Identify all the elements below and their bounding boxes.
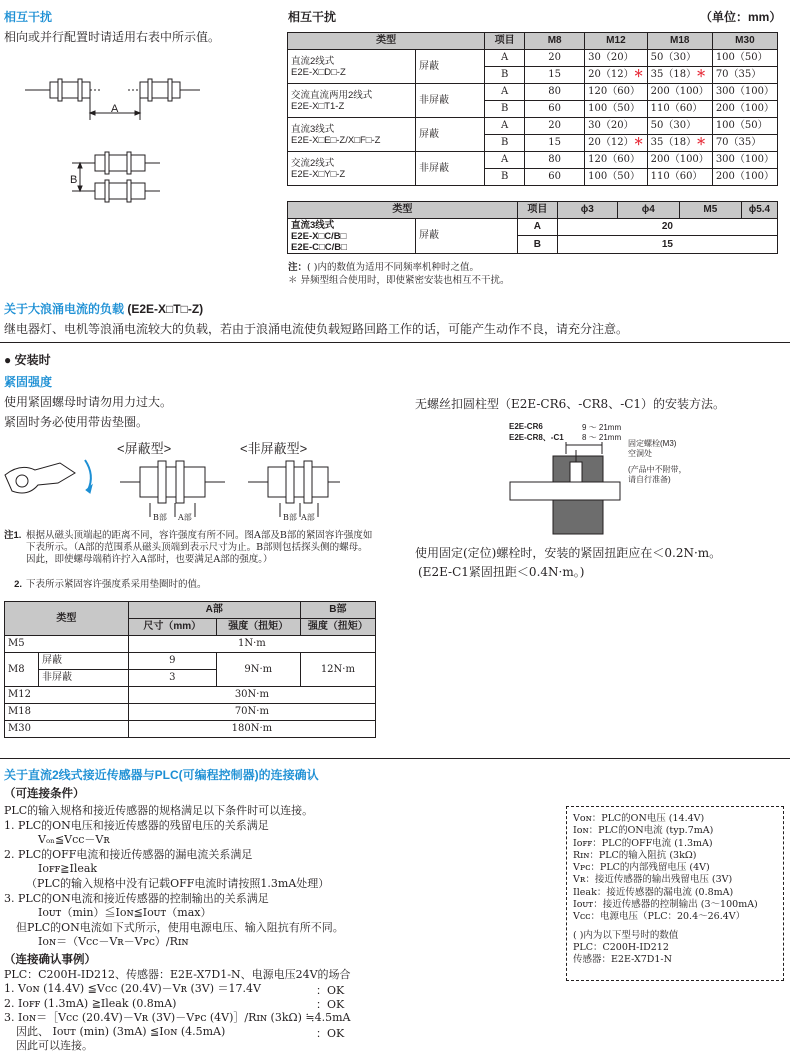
row-shield: 非屏蔽 xyxy=(416,84,485,118)
label-b: B xyxy=(70,174,78,186)
tt-m8-b: 12N·m xyxy=(300,653,375,687)
row-type: 直流3线式 E2E-X□E□-Z/X□F□-Z xyxy=(288,118,416,152)
torque-text-1: 使用固定(定位)螺栓时，安装的紧固扭距应在＜0.2N·m。 xyxy=(415,546,722,560)
row-type: 交流直流两用2线式 E2E-X□T1-Z xyxy=(288,84,416,118)
star-mark: ＊ xyxy=(633,69,644,80)
row-value: 60 xyxy=(525,101,585,118)
row-value: 60 xyxy=(525,169,585,186)
row-value: 110（60） xyxy=(647,101,712,118)
torque-text-2: (E2E-C1紧固扭距＜0.4N·m。) xyxy=(418,565,585,579)
tt-m30-val: 180N·m xyxy=(128,721,375,738)
row-value: 200（100） xyxy=(712,101,777,118)
unit-label: （单位：mm） xyxy=(700,10,782,24)
row-value: 35（18）＊ xyxy=(647,67,712,84)
tt-m8-a: 9N·m xyxy=(216,653,300,687)
row-value: 100（50） xyxy=(585,101,647,118)
a-part-label-2: A部 xyxy=(301,513,315,522)
tt-m8-shield: 屏蔽 xyxy=(39,653,129,670)
row-value: 35（18）＊ xyxy=(647,135,712,152)
row-value: 80 xyxy=(525,84,585,101)
row2-a-value: 20 xyxy=(557,219,777,236)
tt-m8-unshield: 非屏蔽 xyxy=(39,670,129,687)
th2-d54: ϕ5.4 xyxy=(741,202,777,219)
row-value: 110（60） xyxy=(647,169,712,186)
tightening-text-1: 使用紧固螺母时请勿用力过大。 xyxy=(4,395,173,409)
row-value: 30（20） xyxy=(585,50,647,67)
tt-m18: M18 xyxy=(5,704,129,721)
row2-shield: 屏蔽 xyxy=(416,219,518,254)
th-m12: M12 xyxy=(585,33,647,50)
row-value: 300（100） xyxy=(712,84,777,101)
row-value: 70（35） xyxy=(712,135,777,152)
crosstalk-table xyxy=(287,32,778,186)
plc-example: PLC：C200H-ID212、传感器：E2E-X7D1-N、电源电压24V的场合 1. Vᴏɴ (14.4V) ≦Vcc (20.4V)－Vʀ (3V) ＝17.4V 2. Iᴏꜰꜰ (1.3mA) ≧Ileak (0.8mA) 3. Iᴏɴ＝［Vcc (20.4V)－Vʀ (3V)－Vᴘᴄ (4V)］/Rɪɴ (3kΩ) ≒4.5mA 因此、 Iᴏᴜᴛ (min) (3mA) ≦Iᴏɴ (4.5mA) 因此可以连接。 xyxy=(4,968,351,1052)
b-part-label-1: B部 xyxy=(153,513,167,522)
cr8-label: E2E-CR8、-C1 xyxy=(509,433,564,442)
th2-m5: M5 xyxy=(679,202,741,219)
shield-type-label: <屏蔽型> xyxy=(117,441,172,456)
tt-type: 类型 xyxy=(5,602,129,636)
th-m30: M30 xyxy=(712,33,777,50)
tt-m12: M12 xyxy=(5,687,129,704)
row-value: 120（60） xyxy=(585,152,647,169)
tt-strength-a: 强度（扭矩） xyxy=(216,619,300,636)
row-value: 50（30） xyxy=(647,118,712,135)
row-value: 200（100） xyxy=(647,152,712,169)
tt-m8-unshield-size: 3 xyxy=(128,670,216,687)
crosstalk-row xyxy=(288,84,778,101)
torque-table xyxy=(4,601,376,738)
row-value: 200（100） xyxy=(647,84,712,101)
star-mark: ＊ xyxy=(696,69,707,80)
row-item: A xyxy=(485,152,525,169)
cylinder-install-text: 无螺丝扣圆柱型（E2E-CR6、-CR8、-C1）的安装方法。 xyxy=(415,397,726,411)
tt-m5: M5 xyxy=(5,636,129,653)
cr6-label: E2E-CR6 xyxy=(509,422,543,431)
crosstalk-row xyxy=(288,152,778,169)
row-shield: 屏蔽 xyxy=(416,118,485,152)
cr8-dim: 8 ～ 21mm xyxy=(582,433,622,442)
star-mark: ＊ xyxy=(633,137,644,148)
row-value: 100（50） xyxy=(585,169,647,186)
row2-b-value: 15 xyxy=(557,236,777,254)
row-value: 15 xyxy=(525,135,585,152)
row-item: B xyxy=(485,101,525,118)
row2-type: 直流3线式 E2E-X□C/B□ E2E-C□C/B□ xyxy=(288,219,416,254)
install-note-2: 2. 下表所示紧固容许强度系采用垫圈时的值。 xyxy=(14,579,207,590)
th-m18: M18 xyxy=(647,33,712,50)
row-value: 300（100） xyxy=(712,152,777,169)
cond-heading: （可连接条件） xyxy=(4,788,85,800)
row-item: B xyxy=(485,135,525,152)
row-value: 20 xyxy=(525,118,585,135)
b-part-label-2: B部 xyxy=(283,513,297,522)
cylinder-figure xyxy=(508,440,628,540)
row-type: 交流2线式 E2E-X□Y□-Z xyxy=(288,152,416,186)
row-value: 100（50） xyxy=(712,118,777,135)
tt-m18-val: 70N·m xyxy=(128,704,375,721)
surge-heading: 关于大浪涌电流的负载 (E2E-X□T□-Z) xyxy=(4,302,204,316)
crosstalk-heading: 相互干扰 xyxy=(4,10,53,24)
row-value: 30（20） xyxy=(585,118,647,135)
star-mark: ＊ xyxy=(696,137,707,148)
tt-b: B部 xyxy=(300,602,375,619)
row-type: 直流2线式 E2E-X□D□-Z xyxy=(288,50,416,84)
crosstalk-table-heading: 相互干扰 xyxy=(288,10,337,24)
row2-item-b: B xyxy=(517,236,557,254)
example-heading: （连接确认事例） xyxy=(4,954,96,966)
th2-d4: ϕ4 xyxy=(617,202,679,219)
row-item: A xyxy=(485,84,525,101)
a-part-label-1: A部 xyxy=(178,513,192,522)
row-value: 20（12）＊ xyxy=(585,67,647,84)
row-item: B xyxy=(485,169,525,186)
row-value: 70（35） xyxy=(712,67,777,84)
tt-a: A部 xyxy=(128,602,300,619)
tt-size: 尺寸（mm） xyxy=(128,619,216,636)
th2-item: 项目 xyxy=(517,202,557,219)
row-item: B xyxy=(485,67,525,84)
screw-note: 固定螺栓(M3) 空洞处 (产品中不附带， 请自行准备) xyxy=(628,439,687,484)
tt-m12-val: 30N·m xyxy=(128,687,375,704)
tt-m5-val: 1N·m xyxy=(128,636,375,653)
th2-type: 类型 xyxy=(288,202,518,219)
crosstalk-description: 相向或并行配置时请适用右表中所示值。 xyxy=(4,30,221,44)
cr6-dim: 9 ～ 21mm xyxy=(582,423,622,432)
th-item: 项目 xyxy=(485,33,525,50)
row-value: 20 xyxy=(525,50,585,67)
tightening-heading: 紧固强度 xyxy=(4,375,53,389)
tt-m30: M30 xyxy=(5,721,129,738)
tt-strength-b: 强度（扭矩） xyxy=(300,619,375,636)
ok-1: ：OK xyxy=(316,984,345,997)
th2-d3: ϕ3 xyxy=(557,202,617,219)
row-value: 15 xyxy=(525,67,585,84)
crosstalk-row xyxy=(288,118,778,135)
ok-3: ：OK xyxy=(316,1027,345,1040)
row-value: 100（50） xyxy=(712,50,777,67)
row-shield: 非屏蔽 xyxy=(416,152,485,186)
row-value: 80 xyxy=(525,152,585,169)
row-shield: 屏蔽 xyxy=(416,50,485,84)
crosstalk-table-2 xyxy=(287,201,778,254)
row-value: 50（30） xyxy=(647,50,712,67)
ok-2: ：OK xyxy=(316,998,345,1011)
row-value: 120（60） xyxy=(585,84,647,101)
tightening-text-2: 紧固时务必使用带齿垫圈。 xyxy=(4,415,149,429)
th-type: 类型 xyxy=(288,33,485,50)
plc-conditions: PLC的输入规格和接近传感器的规格满足以下条件时可以连接。 1. PLC的ON电压和接近传感器的残留电压的关系满足 Vₒₙ≦Vcc－Vʀ 2. PLC的OFF电流和接近传感器的漏电流关系满足 Iᴏꜰꜰ≧Ileak （PLC的输入规格中没有记载OFF电流时请按照1.3mA处理） 3. PLC的ON电流和接近传感器的控制输出的关系满足 Iᴏᴜᴛ（min）≦Iᴏɴ≦Iᴏᴜᴛ（max） 但PLC的ON电流如下式所示，使用电源电压、输入阻抗有所不同。 Iᴏɴ＝（Vcc－Vʀ－Vᴘᴄ）/Rɪɴ xyxy=(4,804,344,949)
install-note-1: 注1. 根据从磁头顶端起的距离不同，容许强度有所不同。图A部及B部的紧固容许强度如下表所示。（A部的范围系从磁头顶端到表示尺寸为止。B部则包括探头侧的螺母。因此，即使螺母端稍许拧入A部时，也要满足A部的强度。） xyxy=(4,530,373,565)
install-heading: ● 安装时 xyxy=(4,353,51,367)
crosstalk-row xyxy=(288,50,778,67)
row-item: A xyxy=(485,50,525,67)
th-m8: M8 xyxy=(525,33,585,50)
row-value: 20（12）＊ xyxy=(585,135,647,152)
row-value: 200（100） xyxy=(712,169,777,186)
label-a: A xyxy=(111,103,119,115)
surge-text: 继电器灯、电机等浪涌电流较大的负载，若由于浪涌电流使负载短路回路工作的话，可能产生动作不良，请充分注意。 xyxy=(4,322,629,336)
crosstalk-figure xyxy=(10,60,210,210)
plc-legend-box: Vᴏɴ：PLC的ON电压 (14.4V) Iᴏɴ：PLC的ON电流 (typ.7mA) Iᴏꜰꜰ：PLC的OFF电流 (1.3mA) Rɪɴ：PLC的输入阻抗 (3kΩ) Vᴘᴄ：PLC的内部残留电压 (4V) Vʀ：接近传感器的输出残留电压 (3V) Ileak：接近传感器的漏电流 (0.8mA) Iᴏᴜᴛ：接近传感器的控制输出 (3～100mA) Vᴄᴄ：电源电压（PLC：20.4～26.4V） ( )内为以下型号时的数值 PLC：C200H-ID212 传感器：E2E-X7D1-N xyxy=(566,806,784,981)
plc-heading: 关于直流2线式接近传感器与PLC(可编程控制器)的连接确认 xyxy=(4,768,319,782)
crosstalk-note-2: ＊ 异频型组合使用时，即使紧密安装也相互不干扰。 xyxy=(288,275,510,286)
wrench-figure xyxy=(0,455,400,525)
crosstalk-note-1: 注：( )内的数值为适用不同频率机种时之值。 xyxy=(288,262,479,273)
unshield-type-label: <非屏蔽型> xyxy=(240,441,308,456)
tt-m8: M8 xyxy=(5,653,39,687)
tt-m8-shield-size: 9 xyxy=(128,653,216,670)
row2-item-a: A xyxy=(517,219,557,236)
row-item: A xyxy=(485,118,525,135)
